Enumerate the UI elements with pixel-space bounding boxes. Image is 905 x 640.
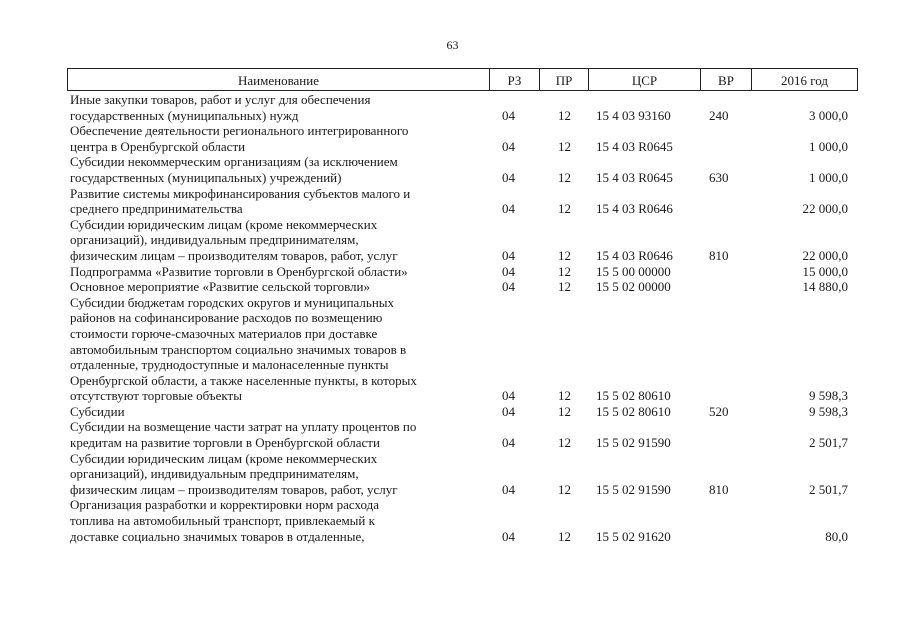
table-row [67, 264, 858, 280]
row-name [67, 92, 488, 123]
row-name-line: отсутствуют торговые объекты [70, 388, 242, 404]
row-pr: 12 [558, 263, 571, 279]
row-csr: 15 5 02 91590 [596, 435, 671, 451]
row-csr: 15 4 03 R0645 [596, 138, 673, 154]
row-name-line: Подпрограмма «Развитие торговли в Оренбургской области» [70, 263, 408, 279]
row-amount: 22 000,0 [802, 247, 848, 263]
row-name-line: доставке социально значимых товаров в отдаленные, [70, 528, 365, 544]
row-pr: 12 [558, 388, 571, 404]
row-name-line: среднего предпринимательства [70, 201, 243, 217]
row-rz: 04 [502, 435, 515, 451]
row-name-line: государственных (муниципальных) учреждений) [70, 169, 342, 185]
row-name-line: топлива на автомобильный транспорт, привлекаемый к [70, 513, 375, 529]
row-name-line: государственных (муниципальных) нужд [70, 107, 299, 123]
row-name-line: организаций), индивидуальным предпринимателям, [70, 466, 359, 482]
row-name [67, 404, 488, 420]
header-name: Наименование [238, 73, 319, 88]
row-name-line: Субсидии бюджетам городских округов и муниципальных [70, 294, 395, 310]
row-name-line: Развитие системы микрофинансирования субъектов малого и [70, 185, 411, 201]
row-csr: 15 4 03 R0646 [596, 247, 673, 263]
row-csr: 15 5 02 80610 [596, 388, 671, 404]
row-amount: 1 000,0 [809, 138, 848, 154]
row-rz: 04 [502, 107, 515, 123]
row-pr: 12 [558, 138, 571, 154]
row-name-line: автомобильным транспортом социально значимых товаров в [70, 341, 407, 357]
table-row [67, 295, 858, 404]
row-csr: 15 4 03 R0645 [596, 169, 673, 185]
row-name-line: Субсидии [70, 403, 125, 419]
row-name [67, 451, 488, 498]
header-csr: ЦСР [588, 69, 700, 90]
row-pr: 12 [558, 169, 571, 185]
row-name-line: Субсидии некоммерческим организациям (за исключением [70, 154, 398, 170]
row-name-line: физическим лицам – производителям товаров, работ, услуг [70, 247, 398, 263]
row-name [67, 419, 488, 450]
row-csr: 15 5 02 91590 [596, 481, 671, 497]
table-row [67, 404, 858, 420]
row-amount: 2 501,7 [809, 481, 848, 497]
page-number: 63 [446, 38, 459, 52]
row-name-line: районов на софинансирование расходов по возмещению [70, 310, 383, 326]
row-name-line: Обеспечение деятельности регионального интегрированного [70, 123, 409, 139]
row-amount: 1 000,0 [809, 169, 848, 185]
row-amount: 9 598,3 [809, 403, 848, 419]
row-rz: 04 [502, 481, 515, 497]
row-vr: 520 [709, 403, 729, 419]
row-rz: 04 [502, 279, 515, 295]
row-name [67, 279, 488, 295]
row-name-line: Основное мероприятие «Развитие сельской торговли» [70, 279, 371, 295]
row-csr: 15 5 02 91620 [596, 528, 671, 544]
row-name-line: отдаленные, труднодоступные и малонаселенные пункты [70, 357, 389, 373]
row-pr: 12 [558, 279, 571, 295]
row-vr: 630 [709, 169, 729, 185]
row-pr: 12 [558, 528, 571, 544]
row-name [67, 264, 488, 280]
row-name-line: организаций), индивидуальным предпринимателям, [70, 232, 359, 248]
row-csr: 15 5 00 00000 [596, 263, 671, 279]
row-rz: 04 [502, 169, 515, 185]
row-name-line: кредитам на развитие торговли в Оренбургской области [70, 435, 380, 451]
table-row [67, 123, 858, 154]
row-name [67, 123, 488, 154]
table-row [67, 419, 858, 450]
row-rz: 04 [502, 138, 515, 154]
row-pr: 12 [558, 107, 571, 123]
row-csr: 15 5 02 80610 [596, 403, 671, 419]
row-name-line: Субсидии юридическим лицам (кроме некоммерческих [70, 216, 378, 232]
row-amount: 3 000,0 [809, 107, 848, 123]
row-name [67, 154, 488, 185]
row-csr: 15 4 03 93160 [596, 107, 671, 123]
header-rz: РЗ [489, 69, 539, 90]
row-name [67, 497, 488, 544]
row-vr: 240 [709, 107, 729, 123]
table-row [67, 279, 858, 295]
row-name-line: Субсидии на возмещение части затрат на уплату процентов по [70, 419, 417, 435]
row-rz: 04 [502, 388, 515, 404]
row-name-line: Субсидии юридическим лицам (кроме некоммерческих [70, 450, 378, 466]
row-pr: 12 [558, 435, 571, 451]
row-rz: 04 [502, 263, 515, 279]
row-name-line: стоимости горюче-смазочных материалов при доставке [70, 325, 378, 341]
table-body [67, 92, 858, 544]
row-name [67, 295, 488, 404]
row-rz: 04 [502, 528, 515, 544]
table-row [67, 154, 858, 185]
row-name-line: физическим лицам – производителям товаров, работ, услуг [70, 481, 398, 497]
table-row [67, 451, 858, 498]
row-name-line: Организация разработки и корректировки норм расхода [70, 497, 379, 513]
row-vr: 810 [709, 247, 729, 263]
row-amount: 2 501,7 [809, 435, 848, 451]
row-pr: 12 [558, 481, 571, 497]
row-amount: 9 598,3 [809, 388, 848, 404]
row-amount: 80,0 [825, 528, 848, 544]
row-pr: 12 [558, 247, 571, 263]
row-name-line: центра в Оренбургской области [70, 138, 246, 154]
header-vr: ВР [700, 69, 751, 90]
row-vr: 810 [709, 481, 729, 497]
header-pr: ПР [539, 69, 588, 90]
table-row [67, 217, 858, 264]
row-name [67, 217, 488, 264]
row-name [67, 186, 488, 217]
row-csr: 15 5 02 00000 [596, 279, 671, 295]
row-amount: 15 000,0 [802, 263, 848, 279]
header-year: 2016 год [751, 69, 857, 90]
row-pr: 12 [558, 201, 571, 217]
row-name-line: Иные закупки товаров, работ и услуг для обеспечения [70, 92, 371, 107]
row-rz: 04 [502, 247, 515, 263]
row-csr: 15 4 03 R0646 [596, 201, 673, 217]
row-rz: 04 [502, 201, 515, 217]
table-row [67, 92, 858, 123]
table-header [67, 68, 858, 91]
table-row [67, 497, 858, 544]
row-pr: 12 [558, 403, 571, 419]
row-amount: 14 880,0 [802, 279, 848, 295]
row-amount: 22 000,0 [802, 201, 848, 217]
row-rz: 04 [502, 403, 515, 419]
table-row [67, 186, 858, 217]
row-name-line: Оренбургской области, а также населенные пункты, в которых [70, 372, 417, 388]
